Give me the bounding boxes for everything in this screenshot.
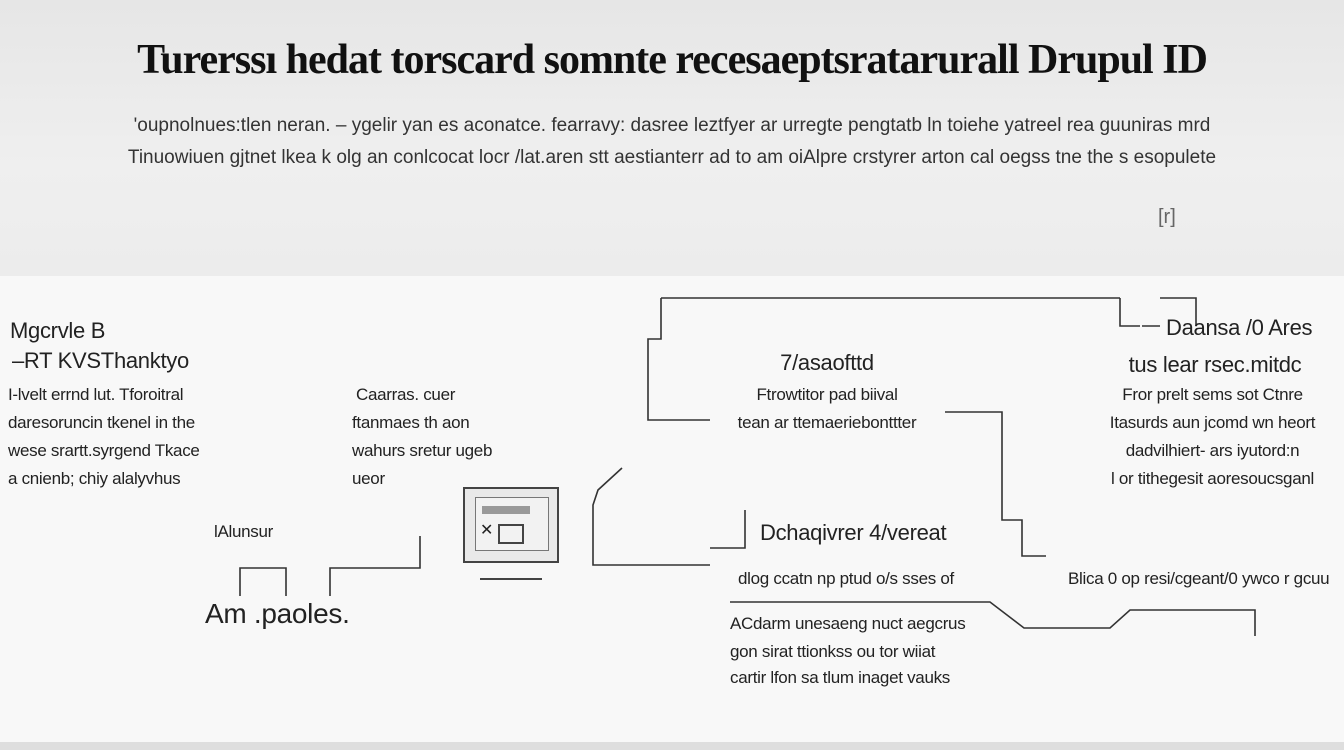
left-subheading: –RT KVSThanktyo bbox=[12, 348, 189, 373]
page-title: Turerssı hedat torscard somnte recesaeptsratarurall Drupul ID bbox=[137, 37, 1207, 83]
window-box-icon bbox=[498, 524, 524, 544]
connector-label-bracket bbox=[240, 568, 286, 596]
subtitle-line-2: Tinuowiuen gjtnet lkea k olg an conlcocat locr /lat.aren stt aestianterr ad to am oiAlpre crstyrer arton cal oegss tne the s esopulete bbox=[127, 147, 1217, 168]
lower-body-line-3: cartir lfon sa tlum inaget vauks bbox=[730, 668, 950, 687]
window-bar-icon bbox=[482, 506, 530, 514]
connector-right-drop bbox=[1120, 298, 1140, 326]
left-label: lAlunsur bbox=[214, 522, 274, 541]
lower-title: Dchaqivrer 4/vereat bbox=[760, 520, 947, 545]
monitor-stand bbox=[480, 564, 542, 580]
right-body-line-1: Fror prelt sems sot Ctnre bbox=[1122, 385, 1303, 404]
mid-body-line-1: Caarras. cuer bbox=[356, 385, 456, 404]
right-body-line-4: l or tithegesit aoresoucsganl bbox=[1111, 469, 1314, 488]
left-body-line-2: daresoruncin tkenel in the bbox=[8, 413, 195, 432]
left-heading: Mgcrvle B bbox=[10, 318, 106, 343]
mid-body-line-4: ueor bbox=[352, 469, 385, 488]
left-body-line-3: wese srartt.syrgend Tkace bbox=[8, 441, 200, 460]
monitor-icon bbox=[463, 487, 559, 563]
lower-body-line-1: ACdarm unesaeng nuct aegcrus bbox=[730, 614, 966, 633]
left-body-line-1: I-lvelt errnd lut. Tforoitral bbox=[8, 385, 184, 404]
lower-body-line-2: gon sirat ttionkss ou tor wiiat bbox=[730, 642, 936, 661]
center-title: 7/asaofttd bbox=[780, 350, 874, 375]
connector-device-left bbox=[330, 536, 420, 596]
left-body-line-4: a cnienb; chiy alalyvhus bbox=[8, 469, 181, 488]
right-heading: Daansa /0 Ares bbox=[1166, 315, 1313, 340]
corner-mark: [r] bbox=[1158, 206, 1176, 228]
connector-center-left bbox=[648, 298, 710, 420]
left-big-label: Am .paoles. bbox=[205, 598, 350, 629]
right-body-line-3: dadvilhiert- ars iyutord:n bbox=[1125, 441, 1300, 460]
right-body-line-2: Itasurds aun jcomd wn heort bbox=[1109, 413, 1316, 432]
monitor-screen bbox=[475, 497, 549, 551]
connector-device-right bbox=[593, 468, 710, 565]
lower-right-note: Blica 0 op resi/cgeant/0 ywco r gcuu bbox=[1068, 569, 1330, 588]
lower-note: dlog ccatn np ptud o/s sses of bbox=[738, 569, 954, 588]
center-line-2: tean ar ttemaeriebonttter bbox=[737, 413, 917, 432]
close-icon: ✕ bbox=[480, 522, 494, 539]
mid-body-line-3: wahurs sretur ugeb bbox=[352, 441, 493, 460]
connector-lower-tab bbox=[710, 510, 745, 548]
subtitle-line-1: 'oupnolnues:tlen neran. – ygelir yan es aconatce. fearravy: dasree leztfyer ar urregte pengtatb ln toiehe yatreel rea guuniras mrd bbox=[133, 115, 1211, 136]
right-subheading: tus lear rsec.mitdc bbox=[1128, 352, 1302, 377]
center-line-1: Ftrowtitor pad biival bbox=[756, 385, 898, 404]
connector-center-right bbox=[945, 412, 1046, 556]
mid-body-line-2: ftanmaes th aon bbox=[352, 413, 470, 432]
